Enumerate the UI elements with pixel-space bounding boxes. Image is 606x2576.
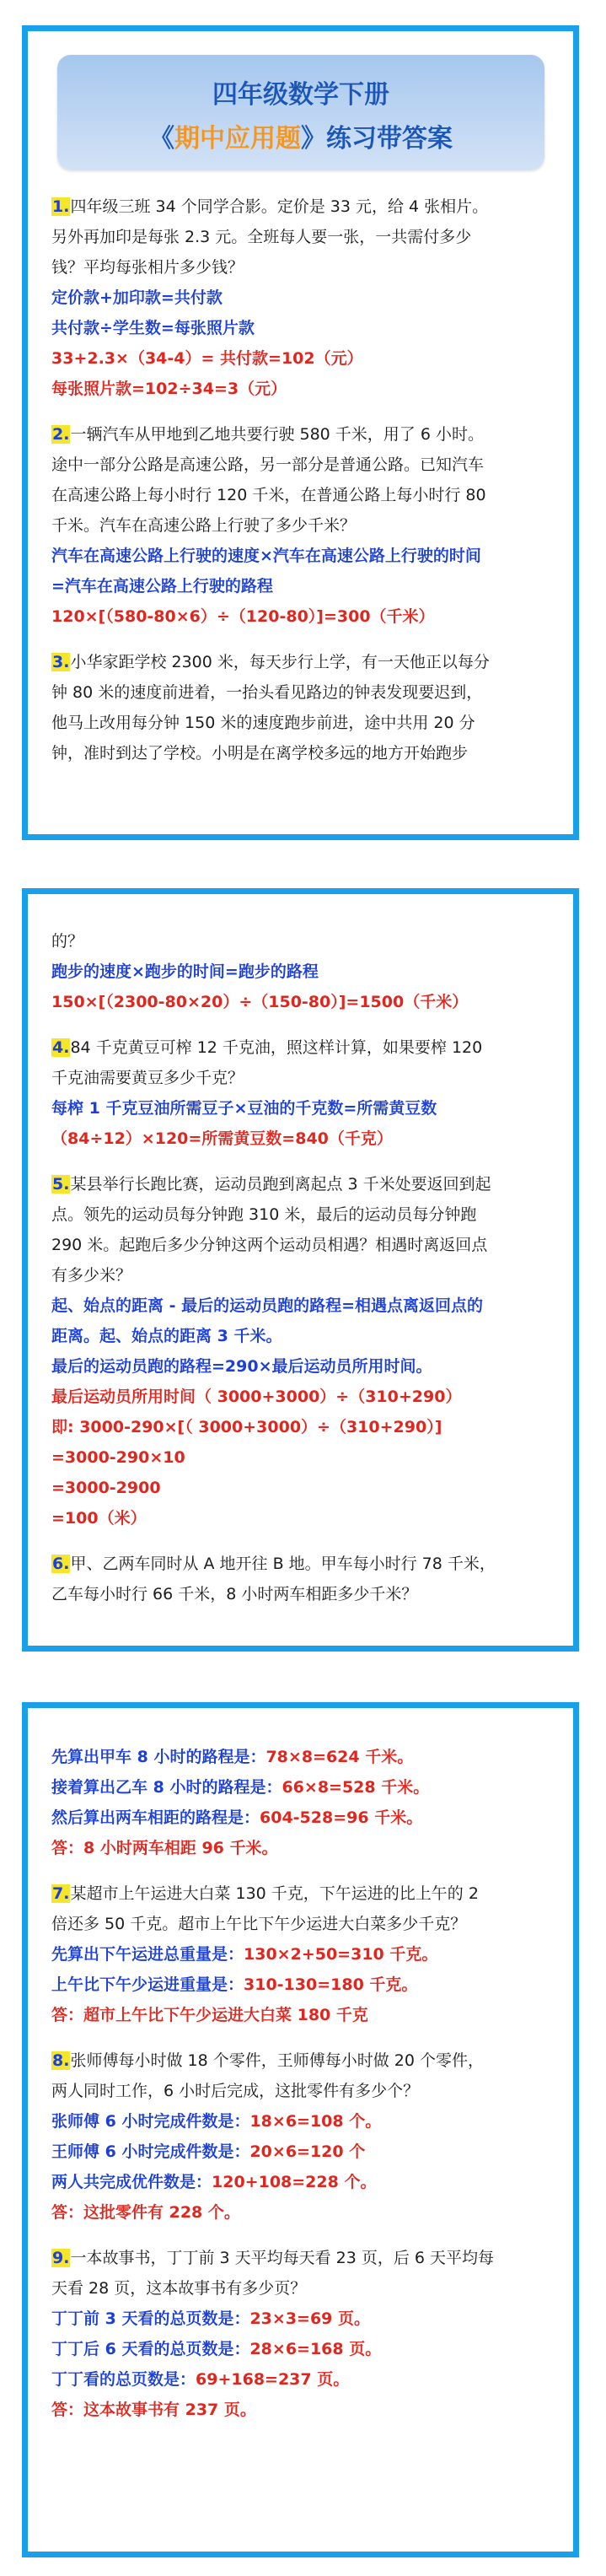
subtitle-open: 《 bbox=[149, 124, 174, 154]
solution-formula: 距离。起、始点的距离 3 千米。 bbox=[51, 1327, 282, 1345]
solution-formula: 起、始点的距离 - 最后的运动员跑的路程=相遇点离返回点的 bbox=[51, 1296, 484, 1315]
question-1 bbox=[51, 191, 558, 404]
title-banner bbox=[57, 55, 544, 170]
question-text: 的？ bbox=[51, 932, 84, 951]
question-text: 千克油需要黄豆多少千克？ bbox=[51, 1069, 244, 1087]
question-number: 8. bbox=[52, 2051, 70, 2070]
question-text: 四年级三班 34 个同学合影。定价是 33 元，给 4 张相片。 bbox=[70, 197, 489, 216]
question-2 bbox=[51, 419, 558, 632]
final-answer: 答：这批零件有 228 个。 bbox=[51, 2203, 240, 2222]
question-text: 290 米。起跑后多少分钟这两个运动员相遇？相遇时离返回点 bbox=[51, 1236, 488, 1254]
step-value: 78×8=624 千米。 bbox=[265, 1748, 414, 1766]
question-9 bbox=[51, 2243, 558, 2425]
step-label: 然后算出两车相距的路程是： bbox=[51, 1808, 260, 1827]
step-label: 两人共完成优件数是： bbox=[51, 2173, 212, 2191]
solution-formula: 共付款÷学生数=每张照片款 bbox=[51, 319, 255, 337]
solution-formula: 最后的运动员跑的路程=290×最后运动员所用时间。 bbox=[51, 1357, 432, 1376]
question-number: 1. bbox=[52, 197, 70, 216]
solution-answer: 最后运动员所用时间（ 3000+3000）÷（310+290） bbox=[51, 1388, 462, 1406]
solution-formula: 跑步的速度×跑步的时间=跑步的路程 bbox=[51, 962, 319, 981]
final-answer: 答：这本故事书有 237 页。 bbox=[51, 2401, 256, 2419]
question-text: 千米。汽车在高速公路上行驶了多少千米？ bbox=[51, 516, 357, 535]
question-text: 天看 28 页，这本故事书有多少页？ bbox=[51, 2279, 307, 2298]
question-text: 钟 80 米的速度前进着，一抬头看见路边的钟表发现要迟到， bbox=[51, 683, 483, 702]
question-text: 点。领先的运动员每分钟跑 310 米，最后的运动员每分钟跑 bbox=[51, 1205, 477, 1224]
step-label: 王师傅 6 小时完成件数是： bbox=[51, 2142, 250, 2161]
step-label: 丁丁看的总页数是： bbox=[51, 2370, 196, 2389]
question-number: 6. bbox=[52, 1555, 70, 1573]
step-label: 先算出下午运进总重量是： bbox=[51, 1945, 244, 1964]
card-3 bbox=[22, 1702, 579, 2557]
question-text: 甲、乙两车同时从 A 地开往 B 地。甲车每小时行 78 千米， bbox=[70, 1555, 496, 1573]
step-label: 丁丁前 3 天看的总页数是： bbox=[51, 2309, 250, 2328]
step-label: 上午比下午少运进重量是： bbox=[51, 1975, 244, 1994]
question-4 bbox=[51, 1032, 558, 1154]
question-7 bbox=[51, 1878, 558, 2030]
solution-answer: 即: 3000-290×[（ 3000+3000）÷（310+290）] bbox=[51, 1418, 442, 1436]
question-text: 钟，准时到达了学校。小明是在离学校多远的地方开始跑步 bbox=[51, 744, 469, 763]
step-value: 604-528=96 千米。 bbox=[260, 1808, 423, 1827]
question-8 bbox=[51, 2045, 558, 2228]
question-text: 倍还多 50 千克。超市上午比下午少运进大白菜多少千克？ bbox=[51, 1915, 467, 1933]
solution-answer: 每张照片款=102÷34=3（元） bbox=[51, 380, 287, 398]
step-value: 66×8=528 千米。 bbox=[282, 1778, 430, 1797]
step-label: 接着算出乙车 8 小时的路程是： bbox=[51, 1778, 282, 1797]
solution-answer: 120×[（580-80×6）÷（120-80）]=300（千米） bbox=[51, 607, 435, 626]
solution-answer: （84÷12）×120=所需黄豆数=840（千克） bbox=[51, 1129, 393, 1148]
question-text: 某县举行长跑比赛，运动员跑到离起点 3 千米处要返回到起 bbox=[70, 1175, 491, 1194]
question-text: 途中一部分公路是高速公路，另一部分是普通公路。已知汽车 bbox=[51, 455, 485, 474]
question-number: 7. bbox=[52, 1884, 70, 1903]
step-value: 310-130=180 千克。 bbox=[244, 1975, 418, 1994]
step-value: 130×2+50=310 千克。 bbox=[244, 1945, 438, 1964]
question-text: 一本故事书，丁丁前 3 天平均每天看 23 页，后 6 天平均每 bbox=[70, 2249, 495, 2267]
question-text: 张师傅每小时做 18 个零件，王师傅每小时做 20 个零件， bbox=[70, 2051, 484, 2070]
step-value: 20×6=120 个 bbox=[249, 2142, 366, 2161]
question-text: 有多少米？ bbox=[51, 1266, 132, 1285]
question-number: 9. bbox=[52, 2249, 70, 2267]
question-text: 钱？平均每张相片多少钱？ bbox=[51, 258, 244, 277]
question-text: 两人同时工作，6 小时后完成，这批零件有多少个？ bbox=[51, 2082, 420, 2100]
question-text: 乙车每小时行 66 千米，8 小时两车相距多少千米？ bbox=[51, 1585, 418, 1603]
solution-answer: =3000-2900 bbox=[51, 1479, 161, 1497]
solution-answer: =100（米） bbox=[51, 1509, 147, 1528]
step-value: 69+168=237 页。 bbox=[196, 2370, 350, 2389]
question-3-continued bbox=[51, 926, 558, 1017]
question-number: 4. bbox=[52, 1038, 70, 1057]
question-6-answer bbox=[51, 1742, 558, 1863]
solution-answer: =3000-290×10 bbox=[51, 1448, 185, 1467]
question-text: 在高速公路上每小时行 120 千米，在普通公路上每小时行 80 bbox=[51, 486, 486, 504]
question-text: 另外再加印是每张 2.3 元。全班每人要一张，一共需付多少 bbox=[51, 228, 472, 246]
question-text: 84 千克黄豆可榨 12 千克油，照这样计算，如果要榨 120 bbox=[70, 1038, 483, 1057]
solution-formula: 每榨 1 千克豆油所需豆子×豆油的千克数=所需黄豆数 bbox=[51, 1099, 437, 1118]
solution-answer: 33+2.3×（34-4）= 共付款=102（元） bbox=[51, 349, 363, 368]
question-text: 小华家距学校 2300 米，每天步行上学，有一天他正以每分 bbox=[70, 653, 490, 671]
step-value: 28×6=168 页。 bbox=[249, 2340, 382, 2358]
final-answer: 答：8 小时两车相距 96 千米。 bbox=[51, 1839, 278, 1857]
page-title: 四年级数学下册 bbox=[212, 80, 389, 110]
question-number: 5. bbox=[52, 1175, 70, 1194]
step-value: 120+108=228 个。 bbox=[212, 2173, 377, 2191]
card-2 bbox=[22, 888, 579, 1652]
card-1-content bbox=[51, 191, 558, 768]
card-2-content bbox=[51, 926, 558, 1609]
question-text: 他马上改用每分钟 150 米的速度跑步前进，途中共用 20 分 bbox=[51, 714, 475, 732]
question-number: 3. bbox=[52, 653, 70, 671]
step-label: 丁丁后 6 天看的总页数是： bbox=[51, 2340, 250, 2358]
solution-formula: 定价款+加印款=共付款 bbox=[51, 288, 223, 307]
step-label: 张师傅 6 小时完成件数是： bbox=[51, 2112, 250, 2131]
question-6 bbox=[51, 1549, 558, 1609]
step-label: 先算出甲车 8 小时的路程是： bbox=[51, 1748, 266, 1766]
question-3 bbox=[51, 647, 558, 768]
solution-formula: 汽车在高速公路上行驶的速度×汽车在高速公路上行驶的时间 bbox=[51, 547, 481, 565]
solution-formula: =汽车在高速公路上行驶的路程 bbox=[51, 577, 273, 595]
card-3-content bbox=[51, 1742, 558, 2425]
question-text: 一辆汽车从甲地到乙地共要行驶 580 千米，用了 6 小时。 bbox=[70, 425, 484, 444]
page-subtitle bbox=[57, 117, 544, 154]
step-value: 18×6=108 个。 bbox=[249, 2112, 382, 2131]
subtitle-close: 》练习带答案 bbox=[301, 124, 453, 154]
question-number: 2. bbox=[52, 425, 70, 444]
question-text: 某超市上午运进大白菜 130 千克，下午运进的比上午的 2 bbox=[70, 1884, 479, 1903]
final-answer: 答：超市上午比下午少运进大白菜 180 千克 bbox=[51, 2006, 368, 2024]
question-5 bbox=[51, 1169, 558, 1533]
step-value: 23×3=69 页。 bbox=[249, 2309, 371, 2328]
subtitle-highlight: 期中应用题 bbox=[174, 124, 301, 154]
solution-answer: 150×[（2300-80×20）÷（150-80）]=1500（千米） bbox=[51, 993, 469, 1011]
card-1 bbox=[22, 25, 579, 840]
